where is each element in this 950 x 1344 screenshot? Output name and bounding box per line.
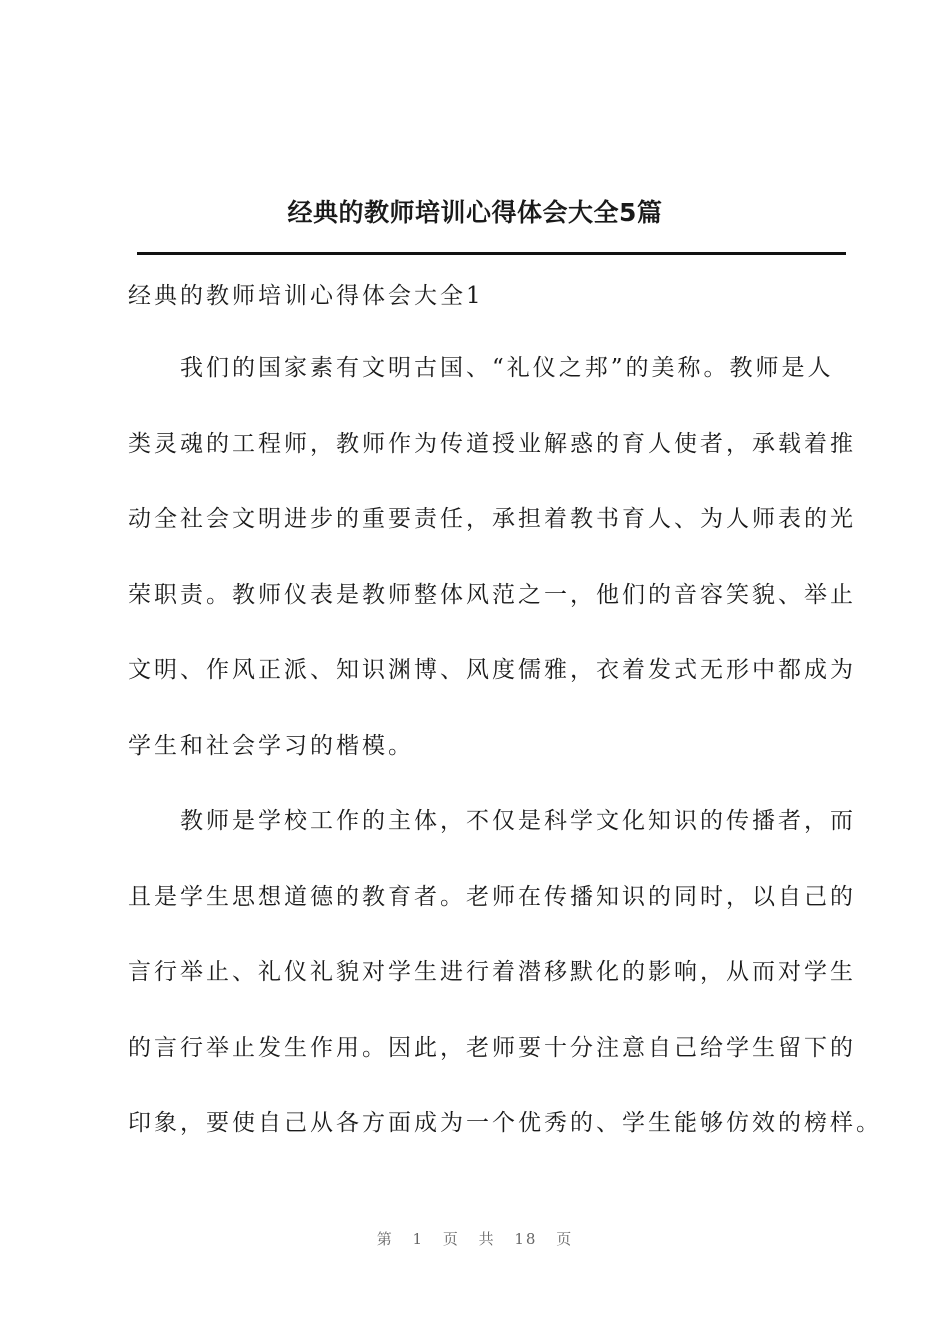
paragraph-line: 的言行举止发生作用。因此，老师要十分注意自己给学生留下的 bbox=[128, 1034, 856, 1061]
paragraph bbox=[128, 801, 882, 1179]
paragraph-line: 我们的国家素有文明古国、“礼仪之邦”的美称。教师是人 bbox=[180, 355, 834, 381]
section-heading: 经典的教师培训心得体会大全1 bbox=[128, 283, 484, 309]
paragraph bbox=[128, 348, 856, 801]
paragraph-line: 荣职责。教师仪表是教师整体风范之一，他们的音容笑貌、举止 bbox=[128, 581, 856, 608]
paragraph-line: 类灵魂的工程师，教师作为传道授业解惑的育人使者，承载着推 bbox=[128, 430, 856, 457]
page-number: 第 1 页 共 18 页 bbox=[376, 1230, 574, 1248]
paragraph-line: 文明、作风正派、知识渊博、风度儒雅，衣着发式无形中都成为 bbox=[128, 657, 856, 683]
paragraph-line: 动全社会文明进步的重要责任，承担着教书育人、为人师表的光 bbox=[128, 506, 856, 532]
paragraph-line: 学生和社会学习的楷模。 bbox=[128, 732, 414, 759]
title-divider bbox=[137, 252, 846, 255]
document-title: 经典的教师培训心得体会大全5篇 bbox=[287, 198, 663, 227]
paragraph-line: 言行举止、礼仪礼貌对学生进行着潜移默化的影响，从而对学生 bbox=[128, 959, 856, 985]
paragraph-line: 印象，要使自己从各方面成为一个优秀的、学生能够仿效的榜样。 bbox=[128, 1110, 882, 1136]
paragraph-line: 教师是学校工作的主体，不仅是科学文化知识的传播者，而 bbox=[180, 808, 856, 834]
paragraph-line: 且是学生思想道德的教育者。老师在传播知识的同时，以自己的 bbox=[128, 883, 856, 910]
